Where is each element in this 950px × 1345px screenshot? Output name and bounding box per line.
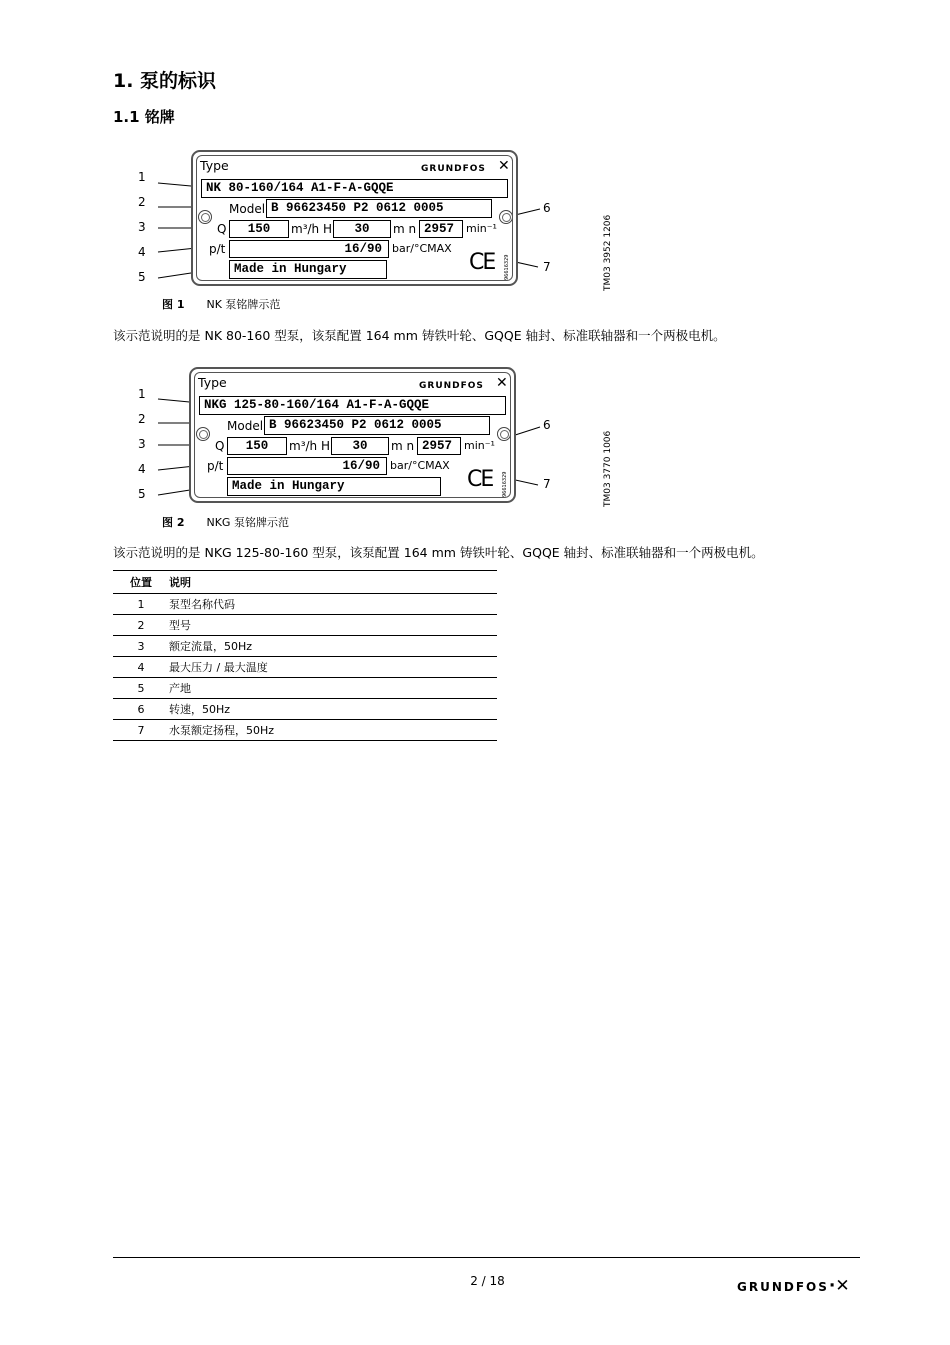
serial-number: 96616329 bbox=[502, 471, 508, 497]
type-value: NK 80-160/164 A1-F-A-GQQE bbox=[201, 179, 508, 198]
nameplate bbox=[189, 367, 516, 503]
footer-logo-text: GRUNDFOS bbox=[737, 1280, 829, 1294]
pt-label: p/t bbox=[209, 242, 226, 256]
pressure-temp-unit: bar/°CMAX bbox=[390, 459, 450, 472]
row-position: 2 bbox=[113, 615, 169, 636]
callout-1: 1 bbox=[138, 170, 146, 184]
head-value: 30 bbox=[331, 437, 389, 455]
figure-2 bbox=[0, 0, 950, 560]
mounting-hole-icon bbox=[497, 427, 511, 441]
row-position: 5 bbox=[113, 678, 169, 699]
figure-description: 该示范说明的是 NK 80-160 型泵，该泵配置 164 mm 铸铁叶轮、GQQE 轴封、标准联轴器和一个两极电机。 bbox=[113, 328, 726, 343]
caption-number: 图 1 bbox=[162, 298, 185, 311]
callout-4: 4 bbox=[138, 462, 146, 476]
flow-unit: m³/h H bbox=[291, 222, 332, 236]
table-row bbox=[113, 636, 497, 657]
speed-value: 2957 bbox=[419, 220, 463, 238]
type-label: Type bbox=[200, 158, 229, 173]
row-description: 型号 bbox=[169, 615, 497, 636]
type-value: NKG 125-80-160/164 A1-F-A-GQQE bbox=[199, 396, 506, 415]
drawing-code: TM03 3770 1006 bbox=[603, 430, 613, 507]
origin-value: Made in Hungary bbox=[227, 477, 441, 496]
ce-mark-icon: CE bbox=[467, 467, 493, 492]
footer-divider bbox=[113, 1257, 860, 1258]
callout-6: 6 bbox=[543, 201, 551, 215]
model-value: B 96623450 P2 0612 0005 bbox=[264, 416, 490, 435]
model-label: Model bbox=[227, 419, 264, 433]
pressure-temp-unit: bar/°CMAX bbox=[392, 242, 452, 255]
pressure-temp-value: 16/90 bbox=[229, 240, 389, 258]
model-label: Model bbox=[229, 202, 266, 216]
row-description: 水泵额定扬程，50Hz bbox=[169, 720, 497, 741]
table-row bbox=[113, 699, 497, 720]
serial-number: 96616329 bbox=[504, 254, 510, 280]
grundfos-logo-icon: ·✕ bbox=[828, 1276, 850, 1296]
speed-value: 2957 bbox=[417, 437, 461, 455]
section-heading: 1. 泵的标识 bbox=[113, 70, 217, 92]
pt-label: p/t bbox=[207, 459, 224, 473]
callout-1: 1 bbox=[138, 387, 146, 401]
caption-text: NKG 泵铭牌示范 bbox=[206, 516, 289, 529]
row-position: 1 bbox=[113, 594, 169, 615]
pressure-temp-value: 16/90 bbox=[227, 457, 387, 475]
row-position: 7 bbox=[113, 720, 169, 741]
table-row bbox=[113, 720, 497, 741]
figure-caption bbox=[162, 514, 289, 530]
ce-mark-icon: CE bbox=[469, 250, 495, 275]
footer-logo bbox=[737, 1276, 850, 1296]
callout-7: 7 bbox=[543, 260, 551, 274]
callout-5: 5 bbox=[138, 270, 146, 284]
callout-5: 5 bbox=[138, 487, 146, 501]
callout-3: 3 bbox=[138, 220, 146, 234]
column-header-position: 位置 bbox=[113, 571, 169, 594]
subsection-heading: 1.1 铭牌 bbox=[113, 108, 175, 126]
m-n-label: m n bbox=[393, 222, 417, 236]
page-number: 2 / 18 bbox=[470, 1274, 505, 1288]
row-description: 泵型名称代码 bbox=[169, 594, 497, 615]
origin-value: Made in Hungary bbox=[229, 260, 387, 279]
brand-text: GRUNDFOS bbox=[421, 164, 486, 174]
callout-4: 4 bbox=[138, 245, 146, 259]
row-description: 最大压力 / 最大温度 bbox=[169, 657, 497, 678]
row-description: 额定流量，50Hz bbox=[169, 636, 497, 657]
grundfos-logo-icon: ✕ bbox=[498, 158, 510, 174]
m-n-label: m n bbox=[391, 439, 415, 453]
flow-value: 150 bbox=[229, 220, 289, 238]
speed-unit: min⁻¹ bbox=[466, 222, 497, 235]
callout-6: 6 bbox=[543, 418, 551, 432]
flow-unit: m³/h H bbox=[289, 439, 330, 453]
row-position: 4 bbox=[113, 657, 169, 678]
mounting-hole-icon bbox=[196, 427, 210, 441]
row-position: 6 bbox=[113, 699, 169, 720]
table-row bbox=[113, 678, 497, 699]
callout-3: 3 bbox=[138, 437, 146, 451]
callout-7: 7 bbox=[543, 477, 551, 491]
table-header-row bbox=[113, 571, 497, 594]
flow-value: 150 bbox=[227, 437, 287, 455]
legend-table bbox=[113, 570, 497, 741]
table-row bbox=[113, 657, 497, 678]
brand-text: GRUNDFOS bbox=[419, 381, 484, 391]
figure-description: 该示范说明的是 NKG 125-80-160 型泵，该泵配置 164 mm 铸铁叶轮、GQQE 轴封、标准联轴器和一个两极电机。 bbox=[113, 545, 764, 560]
callout-2: 2 bbox=[138, 195, 146, 209]
table-row bbox=[113, 594, 497, 615]
head-value: 30 bbox=[333, 220, 391, 238]
callout-2: 2 bbox=[138, 412, 146, 426]
table-row bbox=[113, 615, 497, 636]
row-description: 产地 bbox=[169, 678, 497, 699]
q-label: Q bbox=[217, 222, 227, 236]
column-header-description: 说明 bbox=[169, 571, 497, 594]
q-label: Q bbox=[215, 439, 225, 453]
type-label: Type bbox=[198, 375, 227, 390]
caption-number: 图 2 bbox=[162, 516, 185, 529]
model-value: B 96623450 P2 0612 0005 bbox=[266, 199, 492, 218]
drawing-code: TM03 3952 1206 bbox=[603, 214, 613, 291]
caption-text: NK 泵铭牌示范 bbox=[206, 298, 281, 311]
row-description: 转速，50Hz bbox=[169, 699, 497, 720]
grundfos-logo-icon: ✕ bbox=[496, 375, 508, 391]
speed-unit: min⁻¹ bbox=[464, 439, 495, 452]
row-position: 3 bbox=[113, 636, 169, 657]
